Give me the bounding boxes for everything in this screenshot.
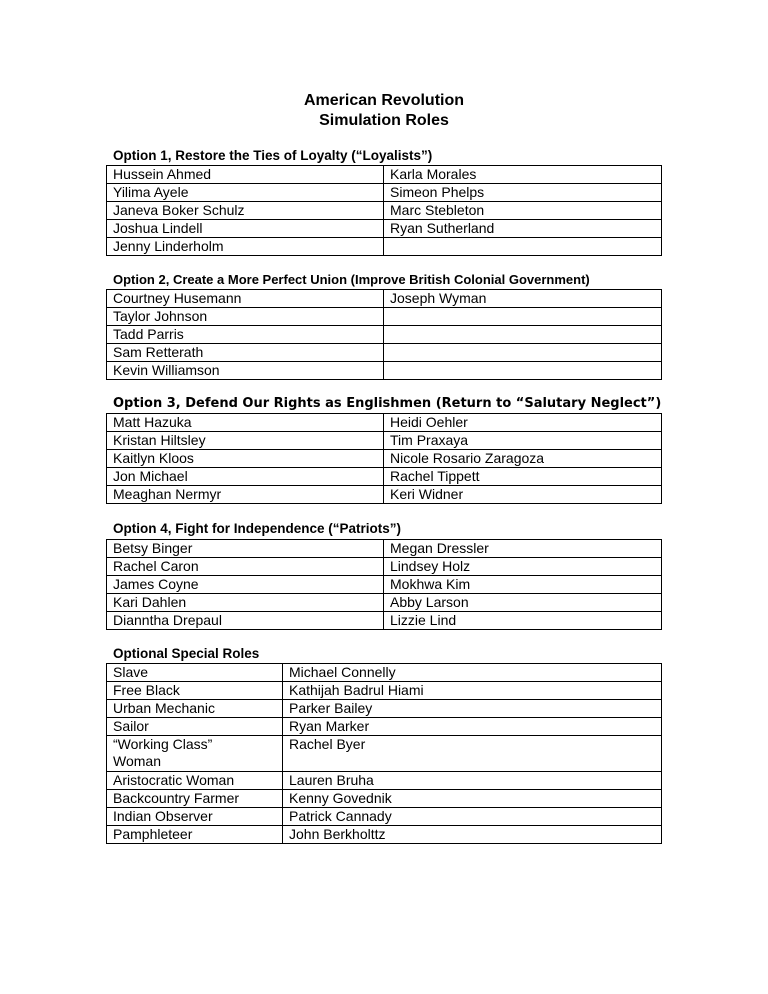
roles-table-option-4 [106,539,662,630]
table-row [107,682,662,700]
table-cell: Kathijah Badrul Hiami [283,682,662,700]
table-cell: Dianntha Drepaul [107,612,384,630]
table-cell: Patrick Cannady [283,808,662,826]
table-row [107,612,662,630]
table-row [107,238,662,256]
table-row [107,362,662,380]
table-cell: Rachel Byer [283,736,662,772]
table-cell: Tadd Parris [107,326,384,344]
table-cell: Lauren Bruha [283,772,662,790]
document-subtitle: Simulation Roles [319,112,449,129]
table-cell: Nicole Rosario Zaragoza [384,450,662,468]
table-cell: Janeva Boker Schulz [107,202,384,220]
table-row [107,326,662,344]
table-cell: Hussein Ahmed [107,166,384,184]
table-cell: Ryan Sutherland [384,220,662,238]
table-row [107,290,662,308]
table-cell: Marc Stebleton [384,202,662,220]
table-row [107,450,662,468]
table-cell: Urban Mechanic [107,700,283,718]
table-row [107,432,662,450]
table-row [107,808,662,826]
table-row [107,202,662,220]
table-cell-text: “Working Class” Woman [113,736,213,769]
table-cell: Kari Dahlen [107,594,384,612]
table-row [107,220,662,238]
table-cell: Lindsey Holz [384,558,662,576]
table-cell: Taylor Johnson [107,308,384,326]
table-cell: Pamphleteer [107,826,283,844]
roles-table-option-1 [106,165,662,256]
table-cell [107,736,283,772]
table-cell [384,326,662,344]
table-cell: Sam Retterath [107,344,384,362]
table-cell: Courtney Husemann [107,290,384,308]
table-row [107,486,662,504]
section-heading-option-4: Option 4, Fight for Independence (“Patriots”) [113,521,402,536]
table-cell: Indian Observer [107,808,283,826]
table-cell: Kristan Hiltsley [107,432,384,450]
table-cell: Betsy Binger [107,540,384,558]
section-heading-special-roles: Optional Special Roles [113,646,260,661]
table-cell: Rachel Tippett [384,468,662,486]
table-cell: Matt Hazuka [107,414,384,432]
table-row [107,558,662,576]
table-cell: Jon Michael [107,468,384,486]
table-cell: Megan Dressler [384,540,662,558]
table-cell: Rachel Caron [107,558,384,576]
table-cell: Backcountry Farmer [107,790,283,808]
section-heading-option-2: Option 2, Create a More Perfect Union (Improve British Colonial Government) [113,272,590,287]
table-cell [384,238,662,256]
table-cell: Jenny Linderholm [107,238,384,256]
table-cell: Heidi Oehler [384,414,662,432]
table-cell: Yilima Ayele [107,184,384,202]
table-row [107,594,662,612]
table-row [107,576,662,594]
table-cell: Kenny Govednik [283,790,662,808]
table-cell: James Coyne [107,576,384,594]
table-cell: Parker Bailey [283,700,662,718]
table-row [107,790,662,808]
table-cell: John Berkholttz [283,826,662,844]
table-row [107,664,662,682]
table-cell [384,344,662,362]
document-title: American Revolution [303,92,465,109]
table-cell: Free Black [107,682,283,700]
table-row [107,166,662,184]
table-cell: Sailor [107,718,283,736]
section-heading-option-3: Option 3, Defend Our Rights as Englishmen (Return to “Salutary Neglect”) [113,396,662,411]
table-row [107,718,662,736]
table-cell: Lizzie Lind [384,612,662,630]
table-cell: Kaitlyn Kloos [107,450,384,468]
table-cell: Mokhwa Kim [384,576,662,594]
table-row [107,700,662,718]
table-cell: Keri Widner [384,486,662,504]
table-cell: Kevin Williamson [107,362,384,380]
table-cell: Michael Connelly [283,664,662,682]
table-cell: Simeon Phelps [384,184,662,202]
table-row [107,540,662,558]
roles-table-option-2 [106,289,662,380]
table-row [107,308,662,326]
roles-table-special [106,663,662,844]
table-cell: Joshua Lindell [107,220,384,238]
table-row [107,344,662,362]
table-cell: Abby Larson [384,594,662,612]
table-cell: Joseph Wyman [384,290,662,308]
table-cell: Slave [107,664,283,682]
table-row [107,184,662,202]
table-row [107,736,662,772]
table-cell: Meaghan Nermyr [107,486,384,504]
table-cell: Tim Praxaya [384,432,662,450]
table-cell: Karla Morales [384,166,662,184]
table-row [107,772,662,790]
table-cell [384,362,662,380]
table-row [107,826,662,844]
table-row [107,468,662,486]
roles-table-option-3 [106,413,662,504]
table-cell: Ryan Marker [283,718,662,736]
table-cell: Aristocratic Woman [107,772,283,790]
table-row [107,414,662,432]
section-heading-option-1: Option 1, Restore the Ties of Loyalty (“Loyalists”) [113,148,433,163]
table-cell [384,308,662,326]
